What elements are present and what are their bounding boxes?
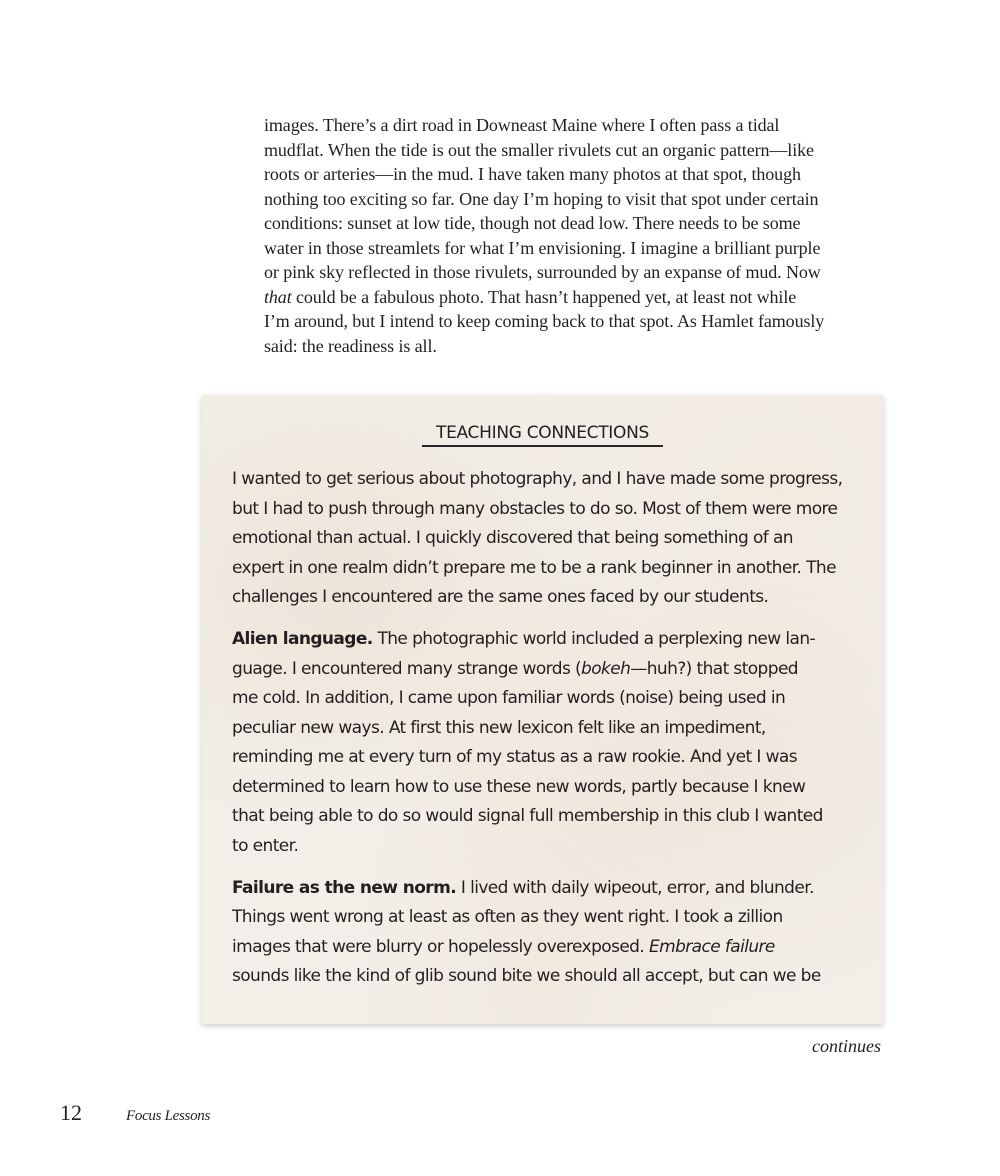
page-footer: [60, 1100, 210, 1126]
intro-paragraph: [232, 465, 862, 613]
emphasis-text: that: [264, 286, 292, 307]
sidebar-title: TEACHING CONNECTIONS: [422, 423, 663, 447]
paragraph-heading: Failure as the new norm.: [232, 877, 457, 898]
alien-language-paragraph: [232, 625, 862, 861]
text-fragment: —huh?) that stopped: [630, 658, 798, 679]
emphasis-text: Embrace failure: [648, 936, 775, 957]
failure-paragraph: [232, 874, 862, 992]
text-line: that being able to do so would signal full membership in this club I wanted: [232, 806, 823, 826]
text-line: me cold. In addition, I came upon familiar words (noise) being used in: [232, 688, 786, 708]
running-head: Focus Lessons: [126, 1108, 211, 1124]
text-line: water in those streamlets for what I’m envisioning. I imagine a brilliant purple: [264, 237, 821, 258]
text-line: peculiar new ways. At first this new lexicon felt like an impediment,: [232, 717, 766, 738]
text-fragment: could be a fabulous photo. That hasn’t happened yet, at least not while: [291, 286, 797, 307]
text-line: challenges I encountered are the same ones faced by our students.: [232, 587, 769, 607]
text-line: Things went wrong at least as often as they went right. I took a zillion: [232, 907, 783, 927]
text-line: I’m around, but I intend to keep coming back to that spot. As Hamlet famously: [264, 311, 825, 331]
text-line: but I had to push through many obstacles to do so. Most of them were more: [232, 498, 838, 519]
text-line: [264, 285, 884, 310]
text-line: [232, 655, 862, 685]
main-body-text: [264, 113, 884, 358]
text-line: [232, 625, 862, 655]
text-line: I wanted to get serious about photography, and I have made some progress,: [232, 469, 843, 489]
text-fragment: The photographic world included a perplexing new lan-: [372, 629, 816, 649]
text-line: [232, 874, 862, 904]
text-line: roots or arteries—in the mud. I have taken many photos at that spot, though: [264, 164, 801, 184]
sidebar-title-container: [202, 423, 883, 447]
text-fragment: images that were blurry or hopelessly overexposed.: [232, 936, 649, 957]
text-line: expert in one realm didn’t prepare me to be a rank beginner in another. The: [232, 557, 836, 578]
text-line: determined to learn how to use these new words, partly because I knew: [232, 776, 806, 797]
text-line: to enter.: [232, 835, 299, 856]
emphasis-text: bokeh: [581, 658, 631, 679]
text-line: sounds like the kind of glib sound bite we should all accept, but can we be: [232, 966, 821, 986]
text-line: emotional than actual. I quickly discovered that being something of an: [232, 528, 793, 548]
text-line: reminding me at every turn of my status as a raw rookie. And yet I was: [232, 747, 797, 767]
page-number: 12: [60, 1100, 82, 1125]
text-line: said: the readiness is all.: [264, 335, 437, 356]
text-line: nothing too exciting so far. One day I’m hoping to visit that spot under certain: [264, 188, 819, 209]
text-line: conditions: sunset at low tide, though not dead low. There needs to be some: [264, 213, 801, 233]
text-fragment: guage. I encountered many strange words (: [232, 658, 582, 679]
text-fragment: I lived with daily wipeout, error, and blunder.: [456, 877, 814, 898]
paragraph-heading: Alien language.: [232, 629, 373, 649]
text-line: images. There’s a dirt road in Downeast Maine where I often pass a tidal: [264, 115, 780, 135]
text-line: [232, 933, 862, 963]
text-line: or pink sky reflected in those rivulets, surrounded by an expanse of mud. Now: [264, 262, 821, 282]
sidebar-body: [232, 465, 862, 1004]
continues-label: continues: [812, 1036, 881, 1056]
text-line: mudflat. When the tide is out the smaller rivulets cut an organic pattern—like: [264, 139, 814, 160]
teaching-connections-sidebar: [202, 395, 883, 1024]
